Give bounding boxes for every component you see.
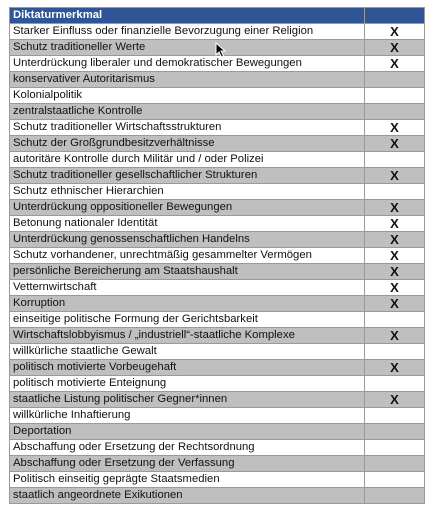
mark-cell[interactable]: X xyxy=(365,328,425,344)
mark-cell[interactable] xyxy=(365,440,425,456)
table-row xyxy=(10,72,425,88)
table-row xyxy=(10,392,425,408)
mark-cell[interactable]: X xyxy=(365,200,425,216)
header-mark-cell[interactable] xyxy=(365,8,425,24)
criterion-cell[interactable]: Abschaffung oder Ersetzung der Verfassung xyxy=(10,456,365,472)
spreadsheet xyxy=(9,7,424,504)
table-row xyxy=(10,296,425,312)
table-row xyxy=(10,488,425,504)
mark-cell[interactable]: X xyxy=(365,264,425,280)
mark-cell[interactable]: X xyxy=(365,24,425,40)
table-row xyxy=(10,376,425,392)
table-row xyxy=(10,424,425,440)
criterion-cell[interactable]: Kolonialpolitik xyxy=(10,88,365,104)
mark-cell[interactable]: X xyxy=(365,120,425,136)
mark-cell[interactable] xyxy=(365,488,425,504)
criterion-cell[interactable]: Unterdrückung oppositioneller Bewegungen xyxy=(10,200,365,216)
criterion-cell[interactable]: Wirtschaftslobbyismus / „industriell“-staatliche Komplexe xyxy=(10,328,365,344)
mark-cell[interactable]: X xyxy=(365,168,425,184)
criterion-cell[interactable]: Betonung nationaler Identität xyxy=(10,216,365,232)
criterion-cell[interactable]: Deportation xyxy=(10,424,365,440)
table-row xyxy=(10,120,425,136)
table-row xyxy=(10,152,425,168)
criterion-cell[interactable]: staatlich angeordnete Exikutionen xyxy=(10,488,365,504)
table-header-row xyxy=(10,8,425,24)
criterion-cell[interactable]: willkürliche Inhaftierung xyxy=(10,408,365,424)
criterion-cell[interactable]: Schutz ethnischer Hierarchien xyxy=(10,184,365,200)
table-row xyxy=(10,456,425,472)
mark-cell[interactable] xyxy=(365,344,425,360)
mark-cell[interactable] xyxy=(365,408,425,424)
table-row xyxy=(10,248,425,264)
table-row xyxy=(10,216,425,232)
mark-cell[interactable]: X xyxy=(365,232,425,248)
mark-cell[interactable]: X xyxy=(365,136,425,152)
mark-cell[interactable] xyxy=(365,152,425,168)
criterion-cell[interactable]: zentralstaatliche Kontrolle xyxy=(10,104,365,120)
criterion-cell[interactable]: Schutz der Großgrundbesitzverhältnisse xyxy=(10,136,365,152)
table-row xyxy=(10,360,425,376)
criterion-cell[interactable]: politisch motivierte Enteignung xyxy=(10,376,365,392)
criterion-cell[interactable]: willkürliche staatliche Gewalt xyxy=(10,344,365,360)
criterion-cell[interactable]: Politisch einseitig geprägte Staatsmedien xyxy=(10,472,365,488)
criterion-cell[interactable]: Unterdrückung genossenschaftlichen Handelns xyxy=(10,232,365,248)
header-label-cell[interactable]: Diktaturmerkmal xyxy=(10,8,365,24)
criterion-cell[interactable]: konservativer Autoritarismus xyxy=(10,72,365,88)
mark-cell[interactable]: X xyxy=(365,56,425,72)
table-row xyxy=(10,344,425,360)
table-row xyxy=(10,312,425,328)
table-row xyxy=(10,104,425,120)
table-row xyxy=(10,136,425,152)
mark-cell[interactable] xyxy=(365,456,425,472)
criterion-cell[interactable]: einseitige politische Formung der Gerichtsbarkeit xyxy=(10,312,365,328)
mouse-pointer-icon xyxy=(215,42,227,58)
table-row xyxy=(10,408,425,424)
criterion-cell[interactable]: politisch motivierte Vorbeugehaft xyxy=(10,360,365,376)
table-row xyxy=(10,184,425,200)
mark-cell[interactable] xyxy=(365,472,425,488)
mark-cell[interactable]: X xyxy=(365,280,425,296)
mark-cell[interactable]: X xyxy=(365,40,425,56)
criterion-cell[interactable]: persönliche Bereicherung am Staatshaushalt xyxy=(10,264,365,280)
mark-cell[interactable] xyxy=(365,312,425,328)
table-row xyxy=(10,328,425,344)
mark-cell[interactable] xyxy=(365,376,425,392)
criterion-cell[interactable]: Starker Einfluss oder finanzielle Bevorzugung einer Religion xyxy=(10,24,365,40)
table-row xyxy=(10,440,425,456)
mark-cell[interactable]: X xyxy=(365,296,425,312)
criterion-cell[interactable]: Unterdrückung liberaler und demokratischer Bewegungen xyxy=(10,56,365,72)
table-row xyxy=(10,264,425,280)
criterion-cell[interactable]: staatliche Listung politischer Gegner*innen xyxy=(10,392,365,408)
table-row xyxy=(10,232,425,248)
criterion-cell[interactable]: Vetternwirtschaft xyxy=(10,280,365,296)
table-row xyxy=(10,24,425,40)
mark-cell[interactable] xyxy=(365,88,425,104)
mark-cell[interactable]: X xyxy=(365,392,425,408)
mark-cell[interactable]: X xyxy=(365,216,425,232)
mark-cell[interactable]: X xyxy=(365,248,425,264)
table-row xyxy=(10,280,425,296)
criterion-cell[interactable]: Schutz traditioneller Werte xyxy=(10,40,365,56)
criterion-cell[interactable]: Abschaffung oder Ersetzung der Rechtsordnung xyxy=(10,440,365,456)
mark-cell[interactable]: X xyxy=(365,360,425,376)
criterion-cell[interactable]: Korruption xyxy=(10,296,365,312)
mark-cell[interactable] xyxy=(365,184,425,200)
dictatorship-criteria-table xyxy=(9,7,425,504)
criterion-cell[interactable]: Schutz traditioneller gesellschaftlicher Strukturen xyxy=(10,168,365,184)
criterion-cell[interactable]: Schutz traditioneller Wirtschaftsstrukturen xyxy=(10,120,365,136)
criterion-cell[interactable]: Schutz vorhandener, unrechtmäßig gesammelter Vermögen xyxy=(10,248,365,264)
table-row xyxy=(10,88,425,104)
table-row xyxy=(10,472,425,488)
mark-cell[interactable] xyxy=(365,104,425,120)
table-row xyxy=(10,200,425,216)
mark-cell[interactable] xyxy=(365,72,425,88)
table-row xyxy=(10,168,425,184)
criterion-cell[interactable]: autoritäre Kontrolle durch Militär und / oder Polizei xyxy=(10,152,365,168)
mark-cell[interactable] xyxy=(365,424,425,440)
